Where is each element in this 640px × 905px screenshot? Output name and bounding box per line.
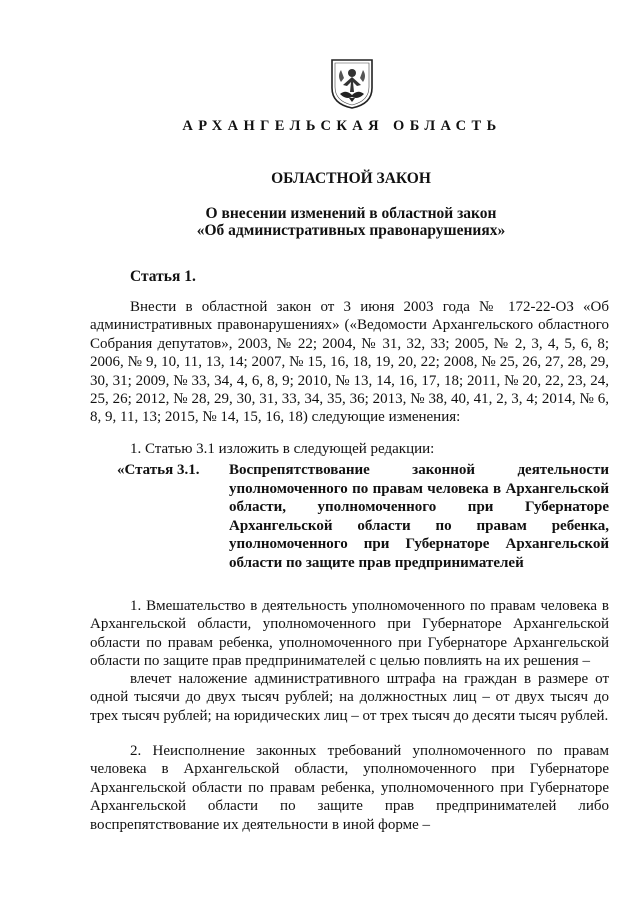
region-name: АРХАНГЕЛЬСКАЯ ОБЛАСТЬ [182,118,502,134]
law-title-line2: «Об административных правонарушениях» [196,222,506,239]
article-3-1-number: «Статья 3.1. [117,462,200,478]
law-title [0,205,640,239]
law-title-line1: О внесении изменений в областной закон [205,205,497,222]
article-3-1-paragraph-2: 2. Неисполнение законных требований уполномоченного по правам человека в Архангельской области, уполномоченного при Губернаторе Архангельской области по правам ребенка, уполномоченного при Губернаторе Архангельской области по защите прав предпринимателей либо воспрепятствование их деятельности в иной форме – [90,743,609,833]
article-1-heading: Статья 1. [130,268,196,285]
article-3-1-penalty-paragraph: влечет наложение административного штрафа на граждан в размере от одной тысячи до двух тысяч рублей; на должностных лиц – от двух тысяч до трех тысяч рублей; на юридических лиц – от трех тысяч до десяти тысяч рублей. [90,671,609,724]
article-1-item-1: 1. Статью 3.1 изложить в следующей редакции: [130,441,435,457]
article-1-intro: Внести в областной закон от 3 июня 2003 года № 172-22-ОЗ «Об административных правонарушениях» («Ведомости Архангельского областного Собрания депутатов», 2003, № 22; 2004, № 31, 32, 33; 2005, № 2, 3, 4, 5, 6, 8; 2006, № 9, 10, 11, 13, 14; 2007, № 15, 16, 18, 19, 20, 22; 2008, № 25, 26, 27, 28, 29, 30, 31; 2009, № 33, 34, 4, 6, 8, 9; 2010, № 13, 14, 16, 17, 18; 2011, № 20, 22, 23, 24, 25, 26; 2012, № 28, 29, 30, 31, 33, 34, 35, 36; 2013, № 38, 40, 41, 2, 3, 4; 2014, № 6, 8, 9, 11, 13; 2015, № 14, 15, 16, 18) следующие изменения: [90,299,609,426]
coat-of-arms-icon [329,58,375,110]
document-type: ОБЛАСТНОЙ ЗАКОН [271,170,431,187]
article-3-1-title: Воспрепятствование законной деятельности уполномоченного по правам человека в Архангельской области, уполномоченного при Губернаторе Архангельской области по правам ребенка, уполномоченного при Губернаторе Архангельской области по защите прав предпринимателей [229,462,609,571]
article-3-1-paragraph-1: 1. Вмешательство в деятельность уполномоченного по правам человека в Архангельской области, уполномоченного при Губернаторе Архангельской области по правам ребенка, уполномоченного при Губернаторе Архангельской области по защите прав предпринимателей с целью повлиять на их решения – [90,598,609,670]
